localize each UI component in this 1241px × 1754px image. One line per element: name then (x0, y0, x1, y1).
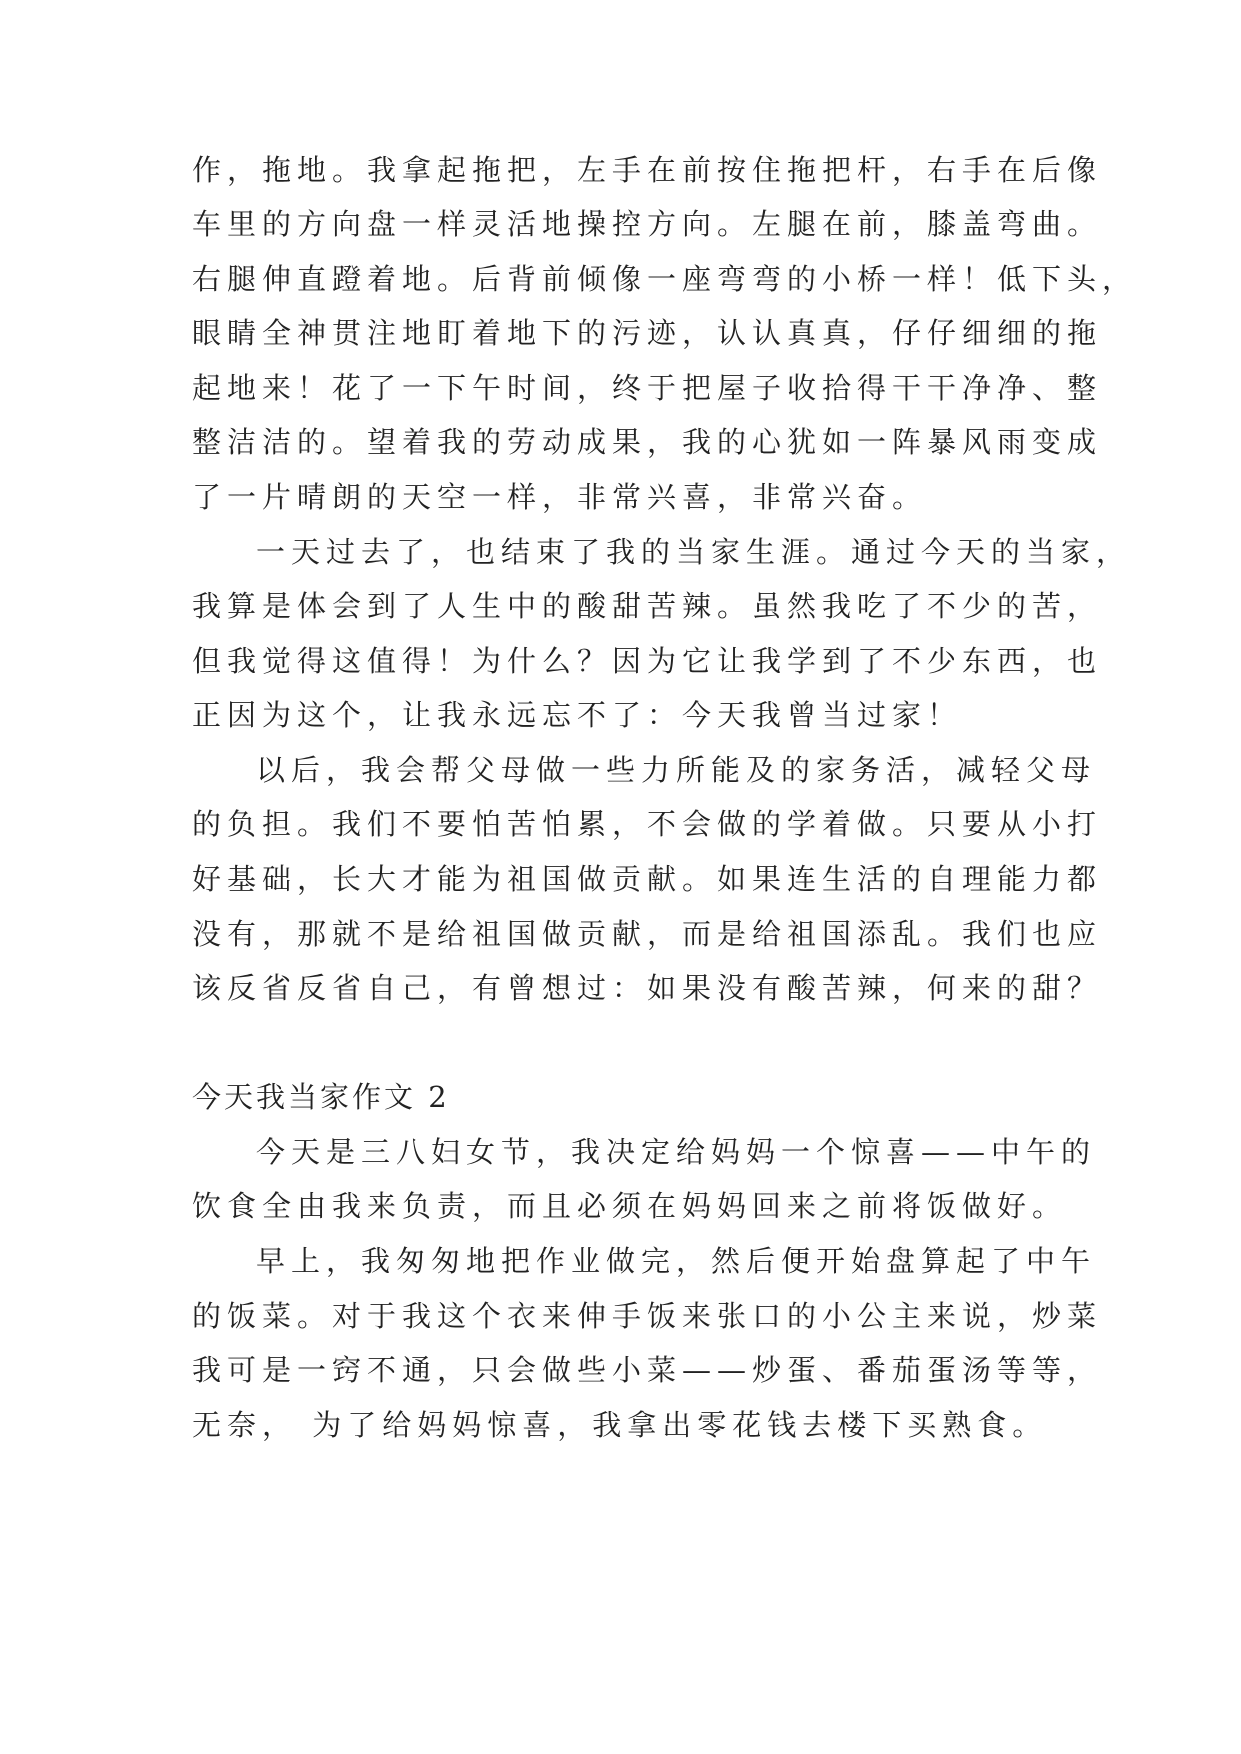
paragraph-line: 右腿伸直蹬着地。后背前倾像一座弯弯的小桥一样！低下头， (192, 262, 1138, 296)
paragraph-line: 该反省反省自己，有曾想过：如果没有酸苦辣，何来的甜？ (192, 971, 1103, 1005)
paragraph-line: 没有，那就不是给祖国做贡献，而是给祖国添乱。我们也应 (192, 917, 1103, 951)
paragraph-first-line: 以后，我会帮父母做一些力所能及的家务活，减轻父母 (256, 753, 1097, 787)
section-heading: 今天我当家作文 2 (192, 1080, 450, 1114)
paragraph-line: 我算是体会到了人生中的酸甜苦辣。虽然我吃了不少的苦， (192, 589, 1103, 623)
paragraph-line: 饮食全由我来负责，而且必须在妈妈回来之前将饭做好。 (192, 1189, 1068, 1223)
paragraph-line: 我可是一窍不通，只会做些小菜——炒蛋、番茄蛋汤等等， (192, 1353, 1103, 1387)
paragraph-line: 的负担。我们不要怕苦怕累，不会做的学着做。只要从小打 (192, 807, 1103, 841)
paragraph-line: 正因为这个，让我永远忘不了：今天我曾当过家！ (192, 698, 963, 732)
paragraph-line: 起地来！花了一下午时间，终于把屋子收拾得干干净净、整 (192, 371, 1103, 405)
paragraph-line: 好基础，长大才能为祖国做贡献。如果连生活的自理能力都 (192, 862, 1103, 896)
paragraph-line: 整洁洁的。望着我的劳动成果，我的心犹如一阵暴风雨变成 (192, 425, 1103, 459)
paragraph-line: 车里的方向盘一样灵活地操控方向。左腿在前，膝盖弯曲。 (192, 207, 1103, 241)
paragraph-line: 眼睛全神贯注地盯着地下的污迹，认认真真，仔仔细细的拖 (192, 316, 1103, 350)
paragraph-line: 作，拖地。我拿起拖把，左手在前按住拖把杆，右手在后像 (192, 153, 1103, 187)
paragraph-first-line: 一天过去了，也结束了我的当家生涯。通过今天的当家， (256, 535, 1132, 569)
paragraph-first-line: 今天是三八妇女节，我决定给妈妈一个惊喜——中午的 (256, 1135, 1097, 1169)
paragraph-line: 但我觉得这值得！为什么？因为它让我学到了不少东西，也 (192, 644, 1103, 678)
paragraph-line: 的饭菜。对于我这个衣来伸手饭来张口的小公主来说，炒菜 (192, 1299, 1103, 1333)
paragraph-line: 无奈， 为了给妈妈惊喜，我拿出零花钱去楼下买熟食。 (192, 1408, 1048, 1442)
paragraph-line: 了一片晴朗的天空一样，非常兴喜，非常兴奋。 (192, 480, 928, 514)
paragraph-first-line: 早上，我匆匆地把作业做完，然后便开始盘算起了中午 (256, 1244, 1097, 1278)
